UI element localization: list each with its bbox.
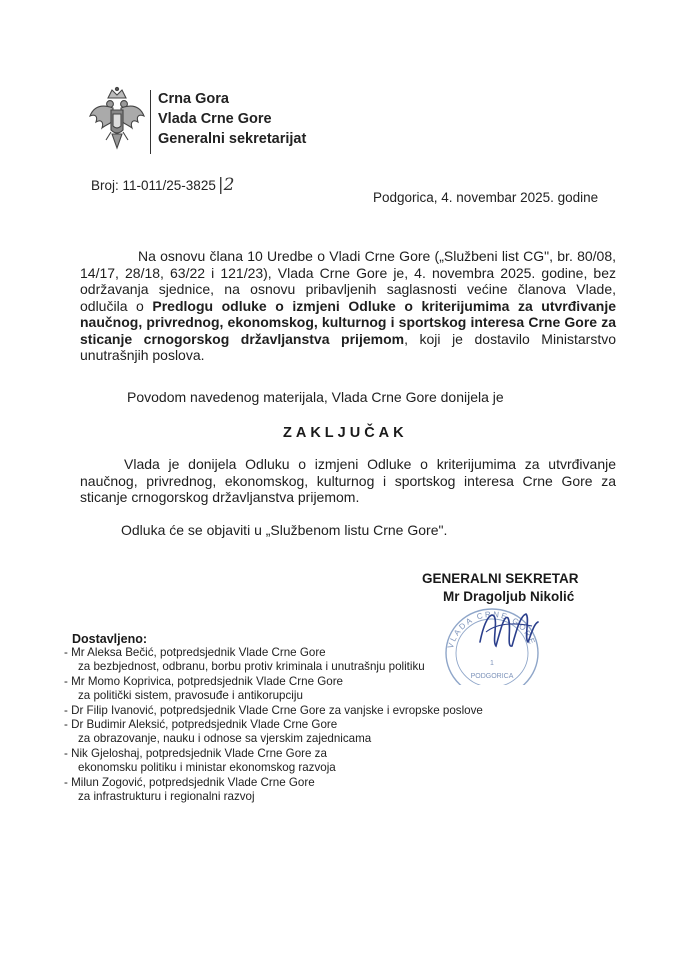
distribution-label: Dostavljeno: [72,632,148,646]
letterhead-government: Vlada Crne Gore [158,111,272,127]
place-and-date: Podgorica, 4. novembar 2025. godine [373,190,599,205]
proposal-title: Predlogu odluke o izmjeni Odluke o kriterijumima za utvrđivanje naučnog, privrednog, ekonomskog, kulturnog i sportskog interesa Crne Gore za sticanje crnogorskog državljanstva prijemom [80,297,616,347]
list-item: - Dr Budimir Aleksić, potpredsjednik Vlade Crne Gore [64,718,338,732]
coat-of-arms-icon [86,86,148,156]
letterhead-divider [150,90,151,154]
conclusion-paragraph: Vlada je donijela Odluku o izmjeni Odluke o kriterijumima za utvrđivanje naučnog, privrednog, ekonomskog, kulturnog i sportskog interesa Crne Gore za sticanje crnogorskog državljanstva prijemom. [80,456,616,505]
conclusion-heading: ZAKLJUČAK [283,425,408,441]
distribution-list [64,646,483,804]
list-item-detail: ekonomsku politiku i ministar ekonomskog razvoja [78,761,336,775]
list-item: - Nik Gjeloshaj, potpredsjednik Vlade Crne Gore za [64,746,327,760]
svg-text:1: 1 [490,660,494,667]
list-item: - Mr Momo Koprivica, potpredsjednik Vlade Crne Gore [64,674,344,688]
list-item-detail: za politički sistem, pravosuđe i antikorupciju [78,689,303,703]
list-item-detail: za bezbjednost, odbranu, borbu protiv kriminala i unutrašnju politiku [78,660,425,674]
letterhead-country: Crna Gora [158,91,229,107]
intro-second-line: Povodom navedenog materijala, Vlada Crne Gore donijela je [127,389,504,405]
intro-paragraph: Na osnovu člana 10 Uredbe o Vladi Crne Gore („Službeni list CG", br. 80/08, 14/17, 28/18, 63/22 i 121/23), Vlada Crne Gore je, 4. novembra 2025. godine, bez održavanja sjednice, na osnovu pribavljenih saglasnosti većine članova Vlade, odlučila o Predlogu odluke o izmjeni Odluke o kriterijumima za utvrđivanje naučnog, privrednog, ekonomskog, kulturnog i sportskog interesa Crne Gore za sticanje crnogorskog državljanstva prijemom, koji je dostavilo Ministarstvo unutrašnjih poslova. [80,248,616,363]
list-item: - Mr Aleksa Bečić, potpredsjednik Vlade Crne Gore [64,646,326,659]
letterhead [158,89,306,149]
svg-text:VLADA CRNE GORE: VLADA CRNE GORE [445,609,538,650]
list-item: - Milun Zogović, potpredsjednik Vlade Crne Gore [64,775,315,789]
list-item-detail: za obrazovanje, nauku i odnose sa vjerskim zajednicama [78,732,372,746]
publication-note: Odluka će se objaviti u „Službenom listu Crne Gore". [121,522,448,538]
reference-number-text: Broj: 11-011/25-3825 [91,178,216,193]
signatory-title: GENERALNI SEKRETAR [422,571,579,586]
list-item: - Dr Filip Ivanović, potpredsjednik Vlade Crne Gore za vanjske i evropske poslove [64,703,483,717]
svg-text:PODGORICA: PODGORICA [470,673,514,680]
signatory-name: Mr Dragoljub Nikolić [443,589,575,604]
handwritten-suffix: |2 [217,175,235,195]
letterhead-secretariat: Generalni sekretarijat [158,131,307,147]
reference-number [91,175,234,195]
list-item-detail: za infrastrukturu i regionalni razvoj [78,790,255,804]
